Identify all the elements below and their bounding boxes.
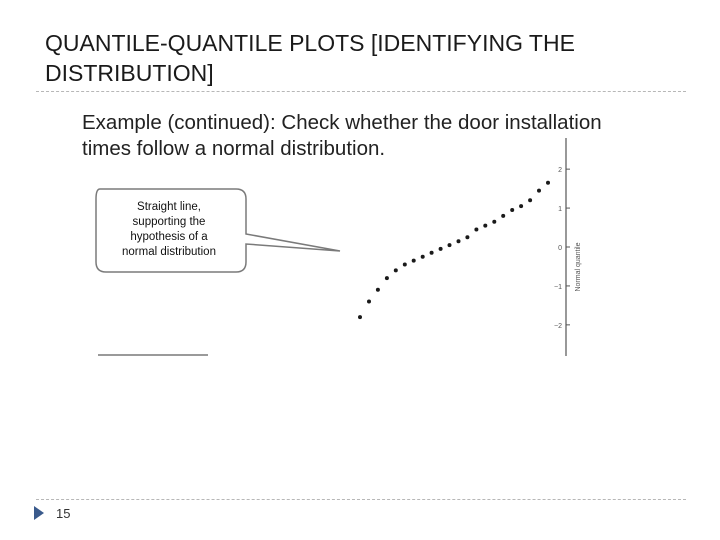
slide-title-line-1: QUANTILE-QUANTILE PLOTS [IDENTIFYING THE bbox=[45, 30, 575, 56]
slide-number-arrow-icon bbox=[34, 506, 44, 520]
example-caption-line-1: Example (continued): Check whether the door installation bbox=[82, 111, 602, 134]
slide-number: 15 bbox=[56, 506, 71, 521]
data-point bbox=[457, 239, 461, 243]
data-point bbox=[367, 300, 371, 304]
decorative-underline bbox=[98, 354, 208, 356]
data-point bbox=[474, 228, 478, 232]
data-point bbox=[465, 235, 469, 239]
data-point bbox=[376, 288, 380, 292]
data-point bbox=[358, 315, 362, 319]
data-point bbox=[483, 224, 487, 228]
slide-title-line-2: DISTRIBUTION] bbox=[45, 60, 214, 86]
data-point bbox=[448, 243, 452, 247]
y-tick-label: 1 bbox=[558, 206, 562, 214]
data-point bbox=[501, 214, 505, 218]
y-tick-label: 2 bbox=[558, 167, 562, 175]
data-point bbox=[412, 259, 416, 263]
data-point bbox=[546, 181, 550, 185]
data-point bbox=[492, 220, 496, 224]
data-point bbox=[510, 208, 514, 212]
top-divider bbox=[36, 91, 686, 92]
bottom-divider bbox=[36, 499, 686, 500]
data-point bbox=[394, 268, 398, 272]
data-point bbox=[519, 204, 523, 208]
example-caption-line-2: times follow a normal distribution. bbox=[82, 137, 386, 160]
y-axis-label: Normal quantile bbox=[575, 242, 582, 292]
y-tick-label: 0 bbox=[558, 245, 562, 252]
slide-title bbox=[45, 28, 695, 88]
callout-line-1: Straight line, bbox=[137, 201, 201, 213]
callout-line-3: hypothesis of a bbox=[130, 231, 208, 243]
data-point bbox=[403, 263, 407, 267]
callout-line-2: supporting the bbox=[132, 216, 206, 228]
data-points bbox=[358, 181, 550, 319]
callout-line-4: normal distribution bbox=[122, 246, 216, 258]
data-point bbox=[430, 251, 434, 255]
data-point bbox=[537, 189, 541, 193]
data-point bbox=[421, 255, 425, 259]
data-point bbox=[439, 247, 443, 251]
data-point bbox=[385, 276, 389, 280]
qq-plot-figure bbox=[78, 104, 638, 364]
y-tick-label: −2 bbox=[554, 322, 562, 330]
callout-text bbox=[100, 200, 238, 260]
y-tick-label: −1 bbox=[554, 283, 562, 291]
data-point bbox=[528, 198, 532, 202]
y-axis bbox=[554, 138, 582, 356]
